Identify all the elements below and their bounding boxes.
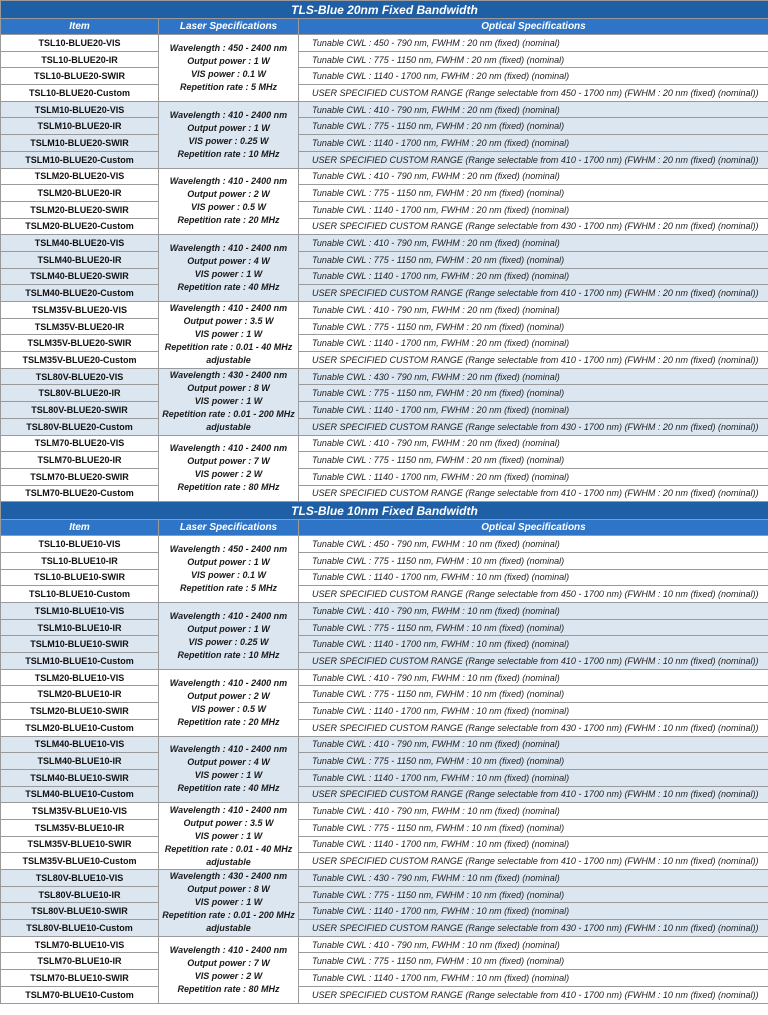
optical-spec: Tunable CWL : 775 - 1150 nm, FWHM : 10 nm (fixed) (nominal) [299,686,768,703]
item-code: TSL80V-BLUE10-IR [1,886,159,903]
item-code: TSL80V-BLUE10-VIS [1,870,159,887]
optical-spec: Tunable CWL : 775 - 1150 nm, FWHM : 20 nm (fixed) (nominal) [299,251,768,268]
item-code: TSL80V-BLUE20-Custom [1,418,159,435]
optical-spec: USER SPECIFIED CUSTOM RANGE (Range selectable from 430 - 1700 nm) (FWHM : 20 nm (fixed) (nominal)) [299,418,768,435]
item-code: TSLM40-BLUE20-Custom [1,285,159,302]
laser-spec-line: VIS power : 0.5 W [190,703,266,714]
laser-spec-line: Repetition rate : 20 MHz [177,215,280,226]
laser-spec-line: Wavelength : 410 - 2400 nm [169,303,288,314]
laser-spec-line: Output power : 3.5 W [183,316,274,327]
laser-specifications-cell [159,435,299,502]
table-row [1,636,768,653]
laser-spec-line: VIS power : 1 W [194,269,263,280]
table-row [1,586,768,603]
laser-spec-line: adjustable [206,422,251,433]
item-code: TSLM70-BLUE10-IR [1,953,159,970]
optical-spec: Tunable CWL : 775 - 1150 nm, FWHM : 20 nm (fixed) (nominal) [299,118,768,135]
optical-spec: Tunable CWL : 775 - 1150 nm, FWHM : 20 nm (fixed) (nominal) [299,452,768,469]
optical-spec: Tunable CWL : 1140 - 1700 nm, FWHM : 10 nm (fixed) (nominal) [299,970,768,987]
optical-spec: Tunable CWL : 450 - 790 nm, FWHM : 20 nm (fixed) (nominal) [299,35,768,52]
table-row [1,318,768,335]
item-code: TSLM35V-BLUE20-SWIR [1,335,159,352]
table-row [1,903,768,920]
laser-spec-line: Output power : 1 W [187,557,270,568]
optical-spec: Tunable CWL : 1140 - 1700 nm, FWHM : 20 nm (fixed) (nominal) [299,135,768,152]
table-row [1,920,768,937]
table-row [1,719,768,736]
table-row [1,368,768,385]
laser-specifications-cell [159,168,299,235]
laser-spec-line: Output power : 2 W [187,690,270,701]
optical-spec: Tunable CWL : 410 - 790 nm, FWHM : 10 nm (fixed) (nominal) [299,736,768,753]
optical-spec: Tunable CWL : 410 - 790 nm, FWHM : 20 nm (fixed) (nominal) [299,101,768,118]
table-row [1,753,768,770]
item-code: TSLM10-BLUE10-VIS [1,603,159,620]
optical-spec: Tunable CWL : 1140 - 1700 nm, FWHM : 10 nm (fixed) (nominal) [299,903,768,920]
table-row [1,118,768,135]
item-code: TSLM20-BLUE10-SWIR [1,703,159,720]
laser-spec-line: Wavelength : 450 - 2400 nm [169,42,288,53]
table-row [1,870,768,887]
laser-spec-line: Repetition rate : 0.01 - 40 MHz [164,843,293,854]
item-code: TSLM10-BLUE20-IR [1,118,159,135]
laser-specifications-cell [159,936,299,1003]
table-row [1,201,768,218]
laser-spec-line: Output power : 8 W [187,884,270,895]
laser-spec-line: Wavelength : 450 - 2400 nm [169,544,288,555]
column-header-row [1,19,768,35]
optical-spec: Tunable CWL : 410 - 790 nm, FWHM : 10 nm (fixed) (nominal) [299,936,768,953]
table-row [1,68,768,85]
item-code: TSLM20-BLUE20-Custom [1,218,159,235]
item-code: TSL80V-BLUE10-Custom [1,920,159,937]
laser-spec-line: Wavelength : 410 - 2400 nm [169,610,288,621]
laser-spec-line: adjustable [206,856,251,867]
laser-spec-line: Repetition rate : 10 MHz [177,649,280,660]
laser-spec-line: Repetition rate : 40 MHz [177,282,280,293]
item-code: TSLM35V-BLUE10-SWIR [1,836,159,853]
optical-spec: Tunable CWL : 775 - 1150 nm, FWHM : 10 nm (fixed) (nominal) [299,819,768,836]
table-row [1,619,768,636]
table-row [1,853,768,870]
laser-spec-line: Repetition rate : 20 MHz [177,716,280,727]
laser-spec-line: Repetition rate : 5 MHz [179,583,277,594]
laser-spec-line: Wavelength : 430 - 2400 nm [169,871,288,882]
optical-spec: Tunable CWL : 1140 - 1700 nm, FWHM : 10 nm (fixed) (nominal) [299,636,768,653]
item-code: TSLM40-BLUE10-Custom [1,786,159,803]
table-row [1,653,768,670]
table-row [1,769,768,786]
laser-spec-line: VIS power : 0.25 W [188,135,269,146]
table-row [1,536,768,553]
optical-spec: Tunable CWL : 775 - 1150 nm, FWHM : 10 nm (fixed) (nominal) [299,953,768,970]
item-code: TSL80V-BLUE10-SWIR [1,903,159,920]
optical-spec: Tunable CWL : 430 - 790 nm, FWHM : 10 nm (fixed) (nominal) [299,870,768,887]
table-row [1,402,768,419]
item-code: TSL10-BLUE20-IR [1,51,159,68]
laser-spec-line: Repetition rate : 80 MHz [177,482,280,493]
laser-spec-line: VIS power : 0.25 W [188,636,269,647]
laser-spec-line: VIS power : 1 W [194,770,263,781]
laser-spec-line: Wavelength : 410 - 2400 nm [169,443,288,454]
item-code: TSLM10-BLUE20-VIS [1,101,159,118]
item-code: TSLM40-BLUE20-IR [1,251,159,268]
optical-spec: Tunable CWL : 410 - 790 nm, FWHM : 10 nm (fixed) (nominal) [299,603,768,620]
table-row [1,886,768,903]
item-code: TSLM70-BLUE10-SWIR [1,970,159,987]
table-row [1,35,768,52]
item-code: TSLM70-BLUE20-IR [1,452,159,469]
table-row [1,803,768,820]
optical-spec: USER SPECIFIED CUSTOM RANGE (Range selectable from 450 - 1700 nm) (FWHM : 20 nm (fixed) (nominal)) [299,85,768,102]
table-row [1,418,768,435]
item-code: TSL10-BLUE20-Custom [1,85,159,102]
table-row [1,836,768,853]
item-code: TSL10-BLUE10-Custom [1,586,159,603]
optical-spec: Tunable CWL : 775 - 1150 nm, FWHM : 20 nm (fixed) (nominal) [299,51,768,68]
table-row [1,669,768,686]
item-code: TSLM70-BLUE20-SWIR [1,468,159,485]
table-row [1,686,768,703]
optical-spec: Tunable CWL : 1140 - 1700 nm, FWHM : 20 nm (fixed) (nominal) [299,335,768,352]
item-code: TSL10-BLUE10-SWIR [1,569,159,586]
laser-specifications-cell [159,669,299,736]
item-code: TSLM20-BLUE20-SWIR [1,201,159,218]
table-row [1,85,768,102]
laser-spec-line: VIS power : 0.5 W [190,202,266,213]
table-row [1,435,768,452]
table-row [1,552,768,569]
table-row [1,51,768,68]
laser-specifications-cell [159,368,299,435]
optical-spec: Tunable CWL : 1140 - 1700 nm, FWHM : 20 nm (fixed) (nominal) [299,468,768,485]
optical-spec: Tunable CWL : 410 - 790 nm, FWHM : 20 nm (fixed) (nominal) [299,168,768,185]
table-row [1,986,768,1003]
column-header-laser-specifications: Laser Specifications [159,19,299,35]
laser-spec-line: Output power : 8 W [187,383,270,394]
item-code: TSLM10-BLUE10-Custom [1,653,159,670]
item-code: TSLM40-BLUE10-VIS [1,736,159,753]
optical-spec: Tunable CWL : 775 - 1150 nm, FWHM : 20 nm (fixed) (nominal) [299,318,768,335]
laser-spec-line: Repetition rate : 0.01 - 40 MHz [164,342,293,353]
table-row [1,302,768,319]
item-code: TSL80V-BLUE20-SWIR [1,402,159,419]
table-row [1,819,768,836]
item-code: TSLM35V-BLUE10-Custom [1,853,159,870]
item-code: TSLM35V-BLUE10-IR [1,819,159,836]
laser-spec-line: VIS power : 1 W [194,396,263,407]
section-title-row [1,1,768,19]
table-row [1,185,768,202]
table-row [1,335,768,352]
laser-spec-line: Output power : 4 W [187,256,270,267]
item-code: TSLM35V-BLUE20-IR [1,318,159,335]
column-header-optical-specifications: Optical Specifications [299,19,768,35]
laser-spec-line: VIS power : 1 W [194,329,263,340]
item-code: TSLM20-BLUE10-VIS [1,669,159,686]
section-title: TLS-Blue 20nm Fixed Bandwidth [1,1,768,19]
laser-specifications-cell [159,870,299,937]
item-code: TSLM70-BLUE20-VIS [1,435,159,452]
laser-specifications-cell [159,302,299,369]
laser-spec-line: Repetition rate : 40 MHz [177,783,280,794]
column-header-item: Item [1,520,159,536]
item-code: TSLM10-BLUE10-SWIR [1,636,159,653]
item-code: TSLM40-BLUE20-SWIR [1,268,159,285]
item-code: TSL80V-BLUE20-VIS [1,368,159,385]
table-row [1,953,768,970]
optical-spec: Tunable CWL : 775 - 1150 nm, FWHM : 10 nm (fixed) (nominal) [299,753,768,770]
item-code: TSLM40-BLUE20-VIS [1,235,159,252]
item-code: TSLM35V-BLUE20-Custom [1,352,159,369]
laser-spec-line: Wavelength : 410 - 2400 nm [169,944,288,955]
table-row [1,218,768,235]
optical-spec: Tunable CWL : 1140 - 1700 nm, FWHM : 10 nm (fixed) (nominal) [299,569,768,586]
table-row [1,151,768,168]
optical-spec: Tunable CWL : 775 - 1150 nm, FWHM : 10 nm (fixed) (nominal) [299,619,768,636]
item-code: TSL10-BLUE10-VIS [1,536,159,553]
item-code: TSL80V-BLUE20-IR [1,385,159,402]
laser-spec-line: Wavelength : 410 - 2400 nm [169,804,288,815]
laser-spec-line: Wavelength : 410 - 2400 nm [169,677,288,688]
table-row [1,468,768,485]
optical-spec: Tunable CWL : 1140 - 1700 nm, FWHM : 20 nm (fixed) (nominal) [299,402,768,419]
item-code: TSLM20-BLUE10-IR [1,686,159,703]
laser-spec-line: Wavelength : 410 - 2400 nm [169,176,288,187]
item-code: TSLM35V-BLUE20-VIS [1,302,159,319]
laser-spec-line: Output power : 7 W [187,456,270,467]
table-row [1,485,768,502]
optical-spec: Tunable CWL : 450 - 790 nm, FWHM : 10 nm (fixed) (nominal) [299,536,768,553]
laser-spec-line: Output power : 1 W [187,623,270,634]
item-code: TSLM40-BLUE10-SWIR [1,769,159,786]
optical-spec: USER SPECIFIED CUSTOM RANGE (Range selectable from 430 - 1700 nm) (FWHM : 10 nm (fixed) (nominal)) [299,719,768,736]
laser-spec-line: Wavelength : 410 - 2400 nm [169,109,288,120]
laser-spec-line: Output power : 4 W [187,757,270,768]
laser-spec-line: Output power : 1 W [187,55,270,66]
laser-specifications-cell [159,603,299,670]
table-row [1,936,768,953]
section-title: TLS-Blue 10nm Fixed Bandwidth [1,502,768,520]
item-code: TSLM70-BLUE10-Custom [1,986,159,1003]
item-code: TSL10-BLUE20-VIS [1,35,159,52]
optical-spec: USER SPECIFIED CUSTOM RANGE (Range selectable from 430 - 1700 nm) (FWHM : 20 nm (fixed) (nominal)) [299,218,768,235]
laser-spec-line: Repetition rate : 5 MHz [179,81,277,92]
table-row [1,569,768,586]
column-header-row [1,520,768,536]
table-row [1,268,768,285]
laser-spec-line: Repetition rate : 0.01 - 200 MHz [162,409,295,420]
optical-spec: Tunable CWL : 1140 - 1700 nm, FWHM : 10 nm (fixed) (nominal) [299,836,768,853]
optical-spec: Tunable CWL : 775 - 1150 nm, FWHM : 10 nm (fixed) (nominal) [299,886,768,903]
laser-spec-line: VIS power : 2 W [194,970,263,981]
optical-spec: Tunable CWL : 775 - 1150 nm, FWHM : 10 nm (fixed) (nominal) [299,552,768,569]
table-row [1,101,768,118]
laser-specifications-cell [159,35,299,102]
laser-specifications-cell [159,235,299,302]
optical-spec: Tunable CWL : 1140 - 1700 nm, FWHM : 20 nm (fixed) (nominal) [299,201,768,218]
optical-spec: USER SPECIFIED CUSTOM RANGE (Range selectable from 410 - 1700 nm) (FWHM : 20 nm (fixed) (nominal)) [299,151,768,168]
laser-spec-line: VIS power : 1 W [194,897,263,908]
laser-specifications-cell [159,536,299,603]
optical-spec: Tunable CWL : 410 - 790 nm, FWHM : 20 nm (fixed) (nominal) [299,235,768,252]
item-code: TSL10-BLUE20-SWIR [1,68,159,85]
laser-spec-line: Output power : 3.5 W [183,817,274,828]
table-row [1,703,768,720]
item-code: TSLM10-BLUE20-SWIR [1,135,159,152]
item-code: TSLM20-BLUE10-Custom [1,719,159,736]
table-row [1,251,768,268]
laser-spec-line: Repetition rate : 10 MHz [177,148,280,159]
optical-spec: USER SPECIFIED CUSTOM RANGE (Range selectable from 410 - 1700 nm) (FWHM : 20 nm (fixed) (nominal)) [299,352,768,369]
laser-spec-line: VIS power : 0.1 W [190,570,266,581]
optical-spec: Tunable CWL : 430 - 790 nm, FWHM : 20 nm (fixed) (nominal) [299,368,768,385]
section-title-row [1,502,768,520]
laser-spec-line: Wavelength : 430 - 2400 nm [169,370,288,381]
optical-spec: Tunable CWL : 1140 - 1700 nm, FWHM : 20 nm (fixed) (nominal) [299,68,768,85]
optical-spec: USER SPECIFIED CUSTOM RANGE (Range selectable from 430 - 1700 nm) (FWHM : 10 nm (fixed) (nominal)) [299,920,768,937]
laser-spec-line: Repetition rate : 0.01 - 200 MHz [162,910,295,921]
laser-spec-line: Wavelength : 410 - 2400 nm [169,243,288,254]
item-code: TSLM10-BLUE10-IR [1,619,159,636]
table-row [1,736,768,753]
optical-spec: USER SPECIFIED CUSTOM RANGE (Range selectable from 410 - 1700 nm) (FWHM : 10 nm (fixed) (nominal)) [299,853,768,870]
optical-spec: Tunable CWL : 775 - 1150 nm, FWHM : 20 nm (fixed) (nominal) [299,385,768,402]
optical-spec: Tunable CWL : 410 - 790 nm, FWHM : 20 nm (fixed) (nominal) [299,435,768,452]
optical-spec: Tunable CWL : 410 - 790 nm, FWHM : 10 nm (fixed) (nominal) [299,803,768,820]
table-row [1,168,768,185]
table-row [1,970,768,987]
optical-spec: Tunable CWL : 1140 - 1700 nm, FWHM : 10 nm (fixed) (nominal) [299,769,768,786]
laser-spec-line: VIS power : 0.1 W [190,68,266,79]
laser-spec-line: VIS power : 2 W [194,469,263,480]
optical-spec: USER SPECIFIED CUSTOM RANGE (Range selectable from 410 - 1700 nm) (FWHM : 10 nm (fixed) (nominal)) [299,653,768,670]
table-row [1,352,768,369]
column-header-optical-specifications: Optical Specifications [299,520,768,536]
laser-specifications-cell [159,803,299,870]
laser-spec-line: adjustable [206,355,251,366]
item-code: TSLM70-BLUE20-Custom [1,485,159,502]
optical-spec: Tunable CWL : 410 - 790 nm, FWHM : 20 nm (fixed) (nominal) [299,302,768,319]
item-code: TSLM10-BLUE20-Custom [1,151,159,168]
laser-spec-line: Wavelength : 410 - 2400 nm [169,744,288,755]
table-row [1,786,768,803]
optical-spec: USER SPECIFIED CUSTOM RANGE (Range selectable from 410 - 1700 nm) (FWHM : 10 nm (fixed) (nominal)) [299,786,768,803]
laser-specifications-cell [159,736,299,803]
laser-spec-line: adjustable [206,923,251,934]
item-code: TSLM70-BLUE10-VIS [1,936,159,953]
laser-spec-line: Output power : 7 W [187,957,270,968]
table-row [1,452,768,469]
optical-spec: Tunable CWL : 775 - 1150 nm, FWHM : 20 nm (fixed) (nominal) [299,185,768,202]
table-row [1,285,768,302]
item-code: TSLM35V-BLUE10-VIS [1,803,159,820]
item-code: TSLM20-BLUE20-VIS [1,168,159,185]
optical-spec: Tunable CWL : 410 - 790 nm, FWHM : 10 nm (fixed) (nominal) [299,669,768,686]
column-header-item: Item [1,19,159,35]
optical-spec: USER SPECIFIED CUSTOM RANGE (Range selectable from 410 - 1700 nm) (FWHM : 20 nm (fixed) (nominal)) [299,485,768,502]
laser-spec-line: Repetition rate : 80 MHz [177,983,280,994]
table-row [1,385,768,402]
laser-specifications-cell [159,101,299,168]
table-row [1,135,768,152]
table-row [1,603,768,620]
item-code: TSL10-BLUE10-IR [1,552,159,569]
optical-spec: Tunable CWL : 1140 - 1700 nm, FWHM : 20 nm (fixed) (nominal) [299,268,768,285]
optical-spec: USER SPECIFIED CUSTOM RANGE (Range selectable from 450 - 1700 nm) (FWHM : 10 nm (fixed) (nominal)) [299,586,768,603]
table-row [1,235,768,252]
optical-spec: Tunable CWL : 1140 - 1700 nm, FWHM : 10 nm (fixed) (nominal) [299,703,768,720]
optical-spec: USER SPECIFIED CUSTOM RANGE (Range selectable from 410 - 1700 nm) (FWHM : 20 nm (fixed) (nominal)) [299,285,768,302]
laser-spec-line: Output power : 1 W [187,122,270,133]
laser-spec-line: Output power : 2 W [187,189,270,200]
optical-spec: USER SPECIFIED CUSTOM RANGE (Range selectable from 410 - 1700 nm) (FWHM : 10 nm (fixed) (nominal)) [299,986,768,1003]
item-code: TSLM40-BLUE10-IR [1,753,159,770]
item-code: TSLM20-BLUE20-IR [1,185,159,202]
laser-spec-line: VIS power : 1 W [194,830,263,841]
column-header-laser-specifications: Laser Specifications [159,520,299,536]
